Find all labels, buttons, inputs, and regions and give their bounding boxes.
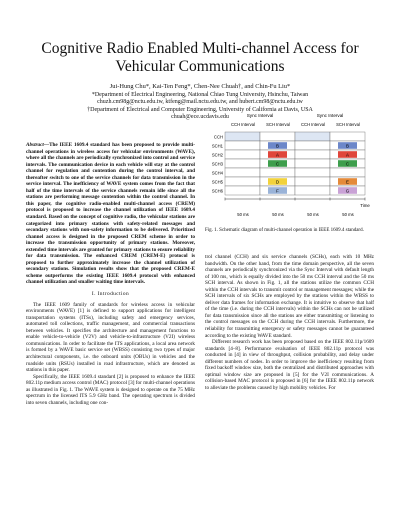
cell-sch5-1 (225, 177, 260, 186)
cch-interval-label-2: CCH Interval (301, 122, 325, 127)
data-block-label-c-3-1: C (275, 161, 280, 167)
channel-label-cch: CCH (213, 134, 223, 140)
time-axis-label: Time (360, 203, 370, 208)
sync-interval-label-1: Sync Interval (246, 113, 274, 118)
email-1: chuzh.cm98g@nctu.edu.tw, ktfeng@mail.nctu.edu.tw, and hubert.cm98@nctu.edu.tw (97, 99, 303, 106)
cch-interval-label-1: CCH Interval (231, 122, 255, 127)
author-names: Jui-Hung Chu*, Kai-Ten Feng*, Chen-Nee Chuah†, and Chin-Fu Liu* (109, 83, 291, 90)
abstract-text: —The IEEE 1609.4 standard has been proposed to provide multi-channel operations in wireless access for vehicular environments (WAVE), where all the channels are periodically synchronized into control and service intervals. The communication device in each vehicle will stay at the control channel for regulation and contention during the control interval, and thereafter switch to one of the service channels for data transmission in the service interval. The inefficiency of WAVE system comes from the fact that half of the time intervals of the service channels remain idle since all the stations are performing message contention within the control channel. In this paper, the cognitive radio-enabled multi-channel access (CREM) protocol is proposed to increase the channel utilization of IEEE 1609.4 standard. Based on the concept of cognitive radio, the vehicular stations are categorized into primary stations with safety-related messages and secondary stations with non-safety information to be delivered. Prioritized channel access is designed in the proposed CREM scheme in order to increase the transmission opportunity of primary stations. Moreover, extended time intervals are granted for primary stations to ensure reliability for data transmission. The enhanced CREM (CREM-E) protocol is proposed to further approximately increase the channel utilization of secondary stations. Simulation results show that the proposed CREM-E scheme outperforms the existing IEEE 1609.4 protocol with enhanced channel utilization and smaller waiting time intervals. (26, 142, 195, 286)
affiliation-1: *Department of Electrical Engineering, National Chiao Tung University, Hsinchu, Taiwan (91, 91, 309, 98)
channel-label-sch1: SCH1 (211, 143, 223, 149)
channel-label-sch6: SCH6 (211, 188, 223, 194)
cell-sch4-4 (330, 168, 365, 177)
abstract (26, 142, 195, 286)
ms-label-2: 50 ms (272, 212, 284, 217)
cell-sch3-1 (225, 159, 260, 168)
ms-label-3: 50 ms (307, 212, 319, 217)
data-block-label-b-1-3: B (346, 143, 349, 149)
cell-sch1-1 (225, 141, 260, 150)
cell-cch-3 (295, 132, 330, 141)
cell-sch3-3 (295, 159, 330, 168)
ms-label-1: 50 ms (237, 212, 249, 217)
intro-paragraph-3: trol channel (CCH) and six service channels (SCHs), each with 10 MHz bandwidth. On the other hand, from the time domain perspective, all the seven channels are periodically synchronized via the Sync Interval with default length of 100 ms, which is equally divided into the 50 ms CCH interval and the 50 ms SCH interval. As shown in Fig. 1, all the stations utilize the common CCH within the CCH intervals to transmit control or management messages; while the SCH intervals of six SCHs are employed by the stations within the WBSS to deliver data frames for information exchange. It is intuitive to observe that half of the time (i.e. during the CCH intervals) within the SCHs can not be utilized for data transmission since all the stations are either transmitting or listening to the control messages on the CCH during the CCH intervals. Furthermore, the reliability for transmitting emergency or safety messages cannot be guaranteed according to the existing WAVE standard. (205, 254, 374, 339)
figure-1 (205, 110, 375, 222)
ms-label-4: 50 ms (342, 212, 354, 217)
cell-cch-2 (260, 132, 295, 141)
abstract-lead: Abstract (26, 142, 44, 148)
affiliation-2: †Department of Electrical and Computer Engineering, University of California at Davis, USA (87, 106, 313, 113)
cell-sch4-3 (295, 168, 330, 177)
sync-interval-label-2: Sync Interval (316, 113, 344, 118)
cell-sch2-1 (225, 150, 260, 159)
sch-interval-label-2: SCH Interval (336, 122, 360, 127)
cell-cch-1 (225, 132, 260, 141)
figure-caption: Fig. 1. Schematic diagram of multi-channel operation in IEEE 1609.4 standard. (205, 228, 364, 233)
data-block-label-a-2-1: A (276, 152, 279, 158)
cell-sch6-1 (225, 186, 260, 195)
multichannel-diagram (205, 110, 375, 222)
cell-sch1-3 (295, 141, 330, 150)
data-block-label-c-3-3: C (345, 161, 350, 167)
intro-paragraph-2: Specifically, the IEEE 1609.4 standard [2] is proposed to enhance the IEEE 802.11p medium access control (MAC) protocol [3] for multi-channel operations as illustrated in Fig. 1. The WAVE system is designed to operate on the 75 MHz spectrum in the licensed ITS 5.9 GHz band. The operating spectrum is divided into seven channels, including one con- (26, 373, 195, 406)
intro-paragraph-1: The IEEE 1609 family of standards for wireless access in vehicular environments (WAVE) [1] is defined to support applications for intelligent transportation systems (ITSs), including safety and emergency services, automated toll collections, traffic management, and commercial transactions between vehicles. It specifies the architecture and management functions to enable vehicle-to-vehicle (V2V) and vehicle-to-infrastructure (V2I) wireless communications. In order to facilitate the ITS applications, a local area network is formed by a WAVE basic service set (WBSS) consisting two types of major architectural components, i.e. the onboard units (OBUs) in vehicles and the roadside units (RSUs) installed in road infrastructure, which are denoted as stations in this paper. (26, 301, 195, 374)
paper-title: Cognitive Radio Enabled Multi-channel Access for Vehicular Communications (41, 40, 359, 75)
cell-sch4-2 (260, 168, 295, 177)
email-2: chuah@ece.ucdavis.edu (171, 114, 229, 121)
cell-cch-4 (330, 132, 365, 141)
data-block-label-a-2-3: A (346, 152, 349, 158)
cell-sch6-3 (295, 186, 330, 195)
right-column (205, 254, 374, 391)
channel-label-sch3: SCH3 (211, 161, 223, 167)
cell-sch2-3 (295, 150, 330, 159)
data-block-label-d-5-1: D (275, 179, 280, 185)
data-block-label-g-6-3: G (345, 188, 350, 194)
intro-paragraph-4: Different research work has been proposed based on the IEEE 802.11p/1609 standards [4–8]. Performance evaluation of IEEE 802.11p protocol was conducted in [4] in view of throughput, collision probability, and delay under different numbers of nodes. In order to improve the inefficiency resulting from fixed backoff window size, both the centralized and distributed approaches with optimal window size are proposed in [5] for the V2I communications. A collision-based MAC protocol is proposed in [6] for the IEEE 802.11p network to alleviate the problems caused by high mobility vehicles. For (205, 339, 374, 391)
data-block-label-f-6-1: F (276, 188, 279, 194)
section-heading-introduction: I. Introduction (91, 291, 130, 298)
left-column (26, 142, 195, 406)
data-block-label-b-1-1: B (276, 143, 279, 149)
channel-label-sch2: SCH2 (211, 152, 223, 158)
channel-label-sch5: SCH5 (211, 179, 223, 185)
data-block-label-e-5-3: E (346, 179, 349, 185)
channel-label-sch4: SCH4 (211, 170, 223, 176)
sch-interval-label-1: SCH Interval (266, 122, 290, 127)
cell-sch5-3 (295, 177, 330, 186)
cell-sch4-1 (225, 168, 260, 177)
